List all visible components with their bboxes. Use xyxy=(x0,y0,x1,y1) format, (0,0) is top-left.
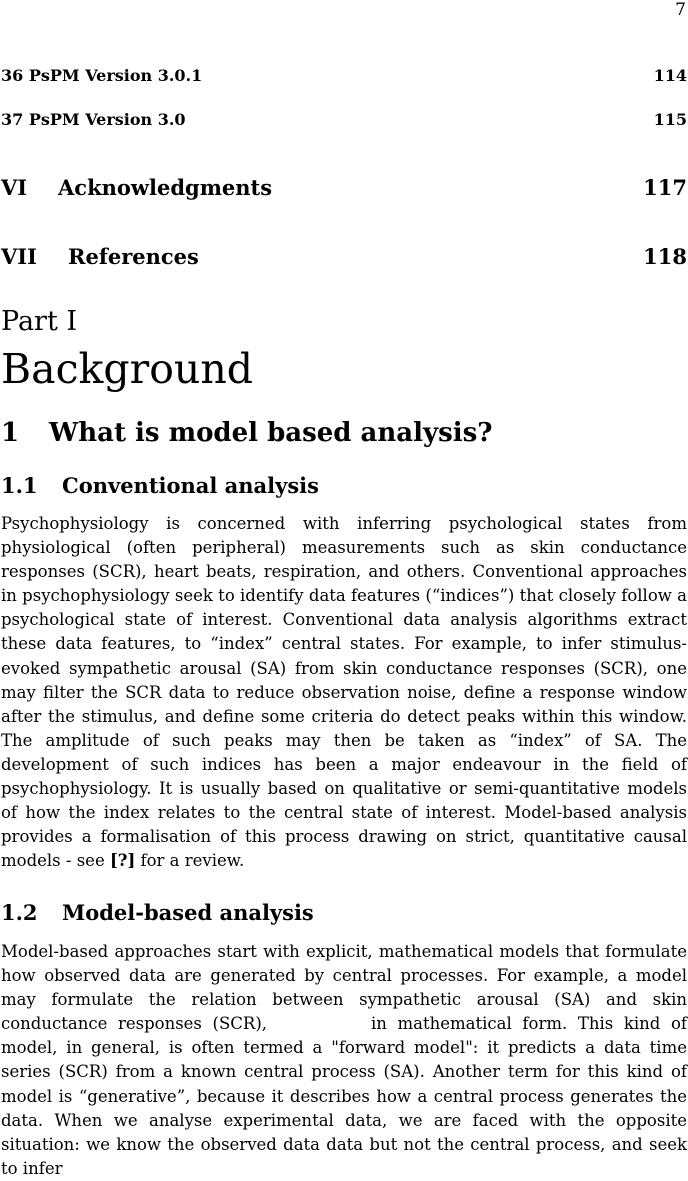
paragraph-text-end: for a review. xyxy=(135,851,245,871)
toc-part-label: References xyxy=(68,244,199,269)
part-label: Part I xyxy=(1,306,78,337)
section-title: Conventional analysis xyxy=(62,473,319,498)
section-number: 1 xyxy=(1,418,20,448)
toc-entry-chapter-37[interactable] xyxy=(1,110,687,129)
toc-entry-part-vii[interactable] xyxy=(1,244,687,269)
section-title: What is model based analysis? xyxy=(49,418,493,448)
citation-link[interactable]: [?] xyxy=(109,851,136,871)
toc-part-page: 118 xyxy=(643,244,687,269)
paragraph-text: Psychophysiology is concerned with inferring psychological states from physiological (often peripheral) measurements such as skin conductance responses (SCR), heart beats, respiration, and others. Conventional approaches in psychophysiology seek to identify data features (“indices”) that closely follow a psychological state of interest. Conventional data analysis algorithms extract these data features, to “index” central states. For example, to infer stimulus-evoked sympathetic arousal (SA) from skin conductance responses (SCR), one may filter the SCR data to reduce observation noise, define a response window after the stimulus, and define some criteria do detect peaks within this window. The amplitude of such peaks may then be taken as “index” of SA. The development of such indices has been a major endeavour in the field of psychophysiology. It is usually based on qualitative or semi-quantitative models of how the index relates to the central state of interest. Model-based analysis provides a formalisation of this process drawing on strict, quantitative causal models - see xyxy=(1,514,687,871)
toc-part-number: VII xyxy=(1,244,37,269)
toc-entry-chapter-36[interactable] xyxy=(1,66,687,85)
section-1-1-heading xyxy=(1,473,319,498)
toc-entry-page: 115 xyxy=(653,110,687,129)
page-number: 7 xyxy=(675,0,686,20)
paragraph-text: Model-based approaches start with explicit, mathematical models that formulate how observed data are generated by central processes. For example, a model may formulate the relation between sympathetic arousal (SA) and skin conductance responses (SCR), xyxy=(1,942,687,1034)
section-number: 1.2 xyxy=(1,900,38,925)
paragraph-model-based-analysis xyxy=(1,940,687,1181)
toc-entry-part-vi[interactable] xyxy=(1,175,687,200)
section-1-heading xyxy=(1,418,493,448)
toc-entry-label: 36 PsPM Version 3.0.1 xyxy=(1,66,203,85)
toc-part-label: Acknowledgments xyxy=(58,175,273,200)
section-title: Model-based analysis xyxy=(62,900,314,925)
toc-entry-page: 114 xyxy=(653,66,687,85)
section-number: 1.1 xyxy=(1,473,38,498)
paragraph-conventional-analysis xyxy=(1,512,687,873)
toc-part-page: 117 xyxy=(643,175,687,200)
toc-part-number: VI xyxy=(1,175,28,200)
toc-entry-label: 37 PsPM Version 3.0 xyxy=(1,110,186,129)
section-1-2-heading xyxy=(1,900,314,925)
paragraph-text-end: in mathematical form. This kind of model, in general, is often termed a "forward model": it predicts a data time series (SCR) from a known central process (SA). Another term for this kind of model is “generative”, because it describes how a central process generates the data. When we analyse experimental data, we are faced with the opposite situation: we know the observed data data but not the central process, and seek to infer xyxy=(1,1014,687,1178)
part-title: Background xyxy=(1,345,253,393)
